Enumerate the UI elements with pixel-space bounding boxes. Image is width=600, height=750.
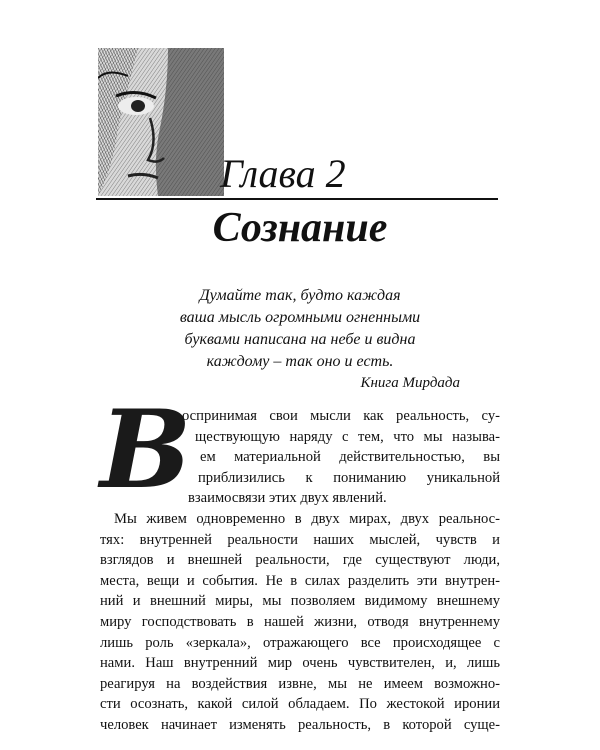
text-line: приблизились к пониманию уникальной [198,469,500,486]
text-line: лишь роль «зеркала», отражающего все происходящее с [100,634,500,651]
chapter-label: Глава 2 [220,151,346,196]
epigraph [150,285,450,373]
text-line: реагируя на воздействия извне, мы не имеем возможно- [100,675,500,692]
text-line: ществующую наряду с тем, что мы называ- [195,428,500,445]
text-line: оспринимая свои мысли как реальность, су- [182,408,500,424]
text-line: взаимосвязи этих двух явлений. [188,490,387,507]
text-line: тях: внутренней реальности наших мыслей, чувств и [100,531,500,548]
text-line: человек начинает изменять реальность, в которой суще- [100,716,500,733]
text-line: ний и внешний миры, мы позволяем видимому внешнему [100,593,500,610]
epigraph-line: ваша мысль огромными огненными [179,309,421,326]
portrait-illustration [98,48,224,196]
epigraph-line: Думайте так, будто каждая [199,287,401,304]
text-line: нами. Наш внутренний мир очень чувствителен, и, лишь [100,655,500,672]
epigraph-line: каждому – так оно и есть. [206,353,394,370]
text-line: взглядов и внешней реальности, где существуют люди, [100,552,500,569]
epigraph-line: буквами написана на небе и видна [184,331,416,348]
text-line: ем материальной действительностью, вы [200,449,500,466]
drop-cap: В [100,387,192,513]
chapter-rule [96,198,498,200]
text-line: сти осознать, какой силой обладаем. По жестокой иронии [100,696,500,713]
body-text [100,406,500,736]
chapter-title: Сознание [212,205,388,251]
text-line: миру господствовать в нашей жизни, отводя внутреннему [100,613,500,630]
epigraph-source: Книга Мирдада [360,375,460,391]
text-line: Мы живем одновременно в двух мирах, двух реальнос- [114,510,500,527]
text-line: места, вещи и события. Не в силах разделить эти внутрен- [100,572,500,589]
